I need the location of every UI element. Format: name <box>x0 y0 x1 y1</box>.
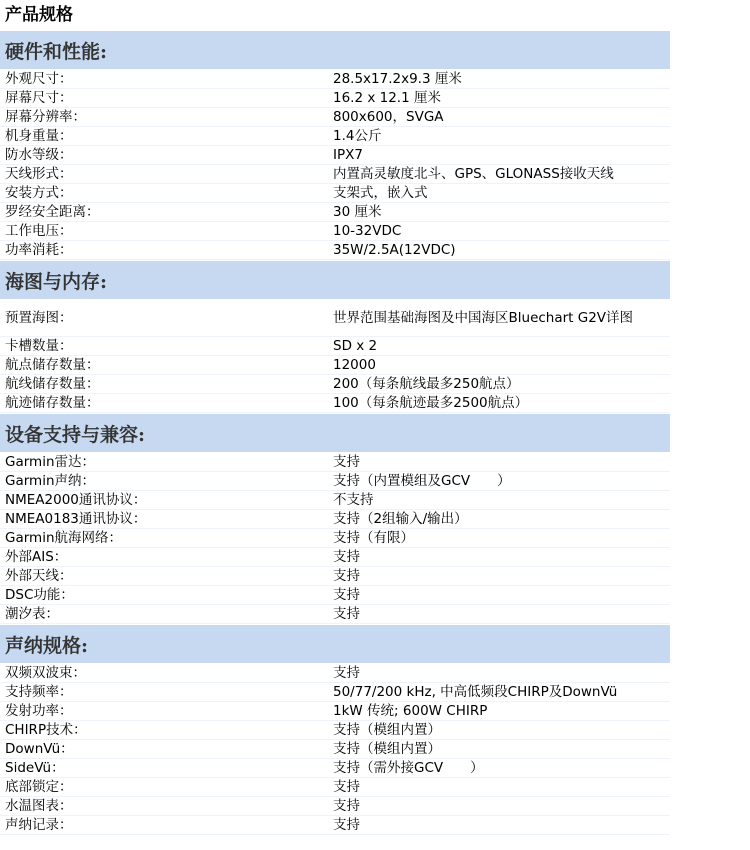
spec-value <box>333 586 670 604</box>
spec-value-text: 世界范围基础海图及中国海区Bluechart G2V详图 <box>333 310 634 326</box>
spec-value <box>333 127 670 145</box>
spec-value-text: 不支持 <box>333 492 374 508</box>
spec-value <box>333 491 670 509</box>
spec-label: 发射功率： <box>5 703 73 719</box>
spec-value-text: 1.4公斤 <box>333 128 382 144</box>
spec-value <box>333 222 670 240</box>
spec-value <box>333 356 670 374</box>
spec-value <box>333 375 670 393</box>
spec-value <box>333 816 670 834</box>
spec-value <box>333 683 670 701</box>
spec-value-text: 30 厘米 <box>333 204 382 220</box>
spec-row <box>0 184 670 203</box>
spec-value <box>333 394 670 412</box>
spec-value-text: 支持 <box>333 817 360 833</box>
spec-label: 航迹储存数量： <box>5 395 100 411</box>
spec-row <box>0 300 670 337</box>
spec-value-text: 28.5x17.2x9.3 厘米 <box>333 71 462 87</box>
spec-row <box>0 356 670 375</box>
spec-label: NMEA0183通讯协议： <box>5 511 147 527</box>
section-header: 声纳规格: <box>0 625 670 663</box>
spec-row <box>0 816 670 835</box>
spec-row <box>0 491 670 510</box>
spec-label: 外观尺寸： <box>5 71 73 87</box>
spec-label: 支持频率： <box>5 684 73 700</box>
spec-value <box>333 108 670 126</box>
spec-value-text: 支持（有限） <box>333 530 414 546</box>
spec-label: 外部AIS： <box>5 549 68 565</box>
spec-value-text: 16.2 x 12.1 厘米 <box>333 90 441 106</box>
spec-value-text: IPX7 <box>333 147 363 163</box>
spec-value-text: 支持（模组内置） <box>333 722 441 738</box>
spec-label: 外部天线： <box>5 568 73 584</box>
spec-label: 罗经安全距离： <box>5 204 100 220</box>
spec-value-text: 支持 <box>333 606 360 622</box>
spec-value-text: 35W/2.5A(12VDC) <box>333 242 456 258</box>
spec-value <box>333 548 670 566</box>
spec-row <box>0 127 670 146</box>
spec-value-text: 支持 <box>333 587 360 603</box>
spec-row <box>0 203 670 222</box>
spec-value-text: 支持（内置模组及GCV ） <box>333 473 511 489</box>
spec-row <box>0 222 670 241</box>
spec-value <box>333 184 670 202</box>
spec-table <box>0 30 670 835</box>
spec-value <box>333 146 670 164</box>
spec-value-text: 支架式，嵌入式 <box>333 185 428 201</box>
spec-label: 工作电压： <box>5 223 73 239</box>
spec-row <box>0 89 670 108</box>
spec-value <box>333 453 670 471</box>
spec-value <box>333 797 670 815</box>
spec-row <box>0 241 670 260</box>
spec-row <box>0 664 670 683</box>
spec-label: 防水等级： <box>5 147 73 163</box>
spec-value-text: 800x600，SVGA <box>333 109 444 125</box>
spec-row <box>0 472 670 491</box>
spec-value-text: 200（每条航线最多250航点） <box>333 376 520 392</box>
spec-label: 安装方式： <box>5 185 73 201</box>
spec-row <box>0 394 670 413</box>
section-header: 设备支持与兼容: <box>0 414 670 452</box>
page-title: 产品规格 <box>5 5 73 25</box>
spec-value <box>333 721 670 739</box>
spec-label: 水温图表： <box>5 798 73 814</box>
spec-value <box>333 605 670 623</box>
spec-row <box>0 165 670 184</box>
spec-row <box>0 586 670 605</box>
spec-label: 航线储存数量： <box>5 376 100 392</box>
spec-row <box>0 759 670 778</box>
section-header: 硬件和性能: <box>0 31 670 69</box>
spec-label: 潮汐表： <box>5 606 59 622</box>
spec-label: 屏幕尺寸： <box>5 90 73 106</box>
spec-label: 航点储存数量： <box>5 357 100 373</box>
spec-value-text: 1kW 传统; 600W CHIRP <box>333 703 488 719</box>
spec-label: 天线形式： <box>5 166 73 182</box>
section-header: 海图与内存: <box>0 261 670 299</box>
spec-row <box>0 702 670 721</box>
spec-value-text: 100（每条航迹最多2500航点） <box>333 395 529 411</box>
spec-row <box>0 453 670 472</box>
spec-value <box>333 759 670 777</box>
spec-value <box>333 702 670 720</box>
spec-value-text: SD x 2 <box>333 338 378 354</box>
spec-value <box>333 203 670 221</box>
spec-value-text: 内置高灵敏度北斗、GPS、GLONASS接收天线 <box>333 166 614 182</box>
spec-label: 屏幕分辨率： <box>5 109 86 125</box>
spec-label: 机身重量： <box>5 128 73 144</box>
spec-row <box>0 683 670 702</box>
spec-value <box>333 529 670 547</box>
spec-row <box>0 108 670 127</box>
spec-value-text: 支持 <box>333 798 360 814</box>
spec-row <box>0 146 670 165</box>
spec-label: NMEA2000通讯协议： <box>5 492 147 508</box>
spec-value <box>333 740 670 758</box>
spec-label: 功率消耗： <box>5 242 73 258</box>
spec-row <box>0 797 670 816</box>
spec-value <box>333 472 670 490</box>
spec-row <box>0 548 670 567</box>
spec-row <box>0 567 670 586</box>
spec-value-text: 12000 <box>333 357 376 373</box>
spec-row <box>0 510 670 529</box>
spec-value-text: 10-32VDC <box>333 223 402 239</box>
spec-value-text: 支持（模组内置） <box>333 741 441 757</box>
spec-row <box>0 529 670 548</box>
spec-value <box>333 567 670 585</box>
spec-value-text: 50/77/200 kHz, 中高低频段CHIRP及DownVü <box>333 684 618 700</box>
spec-row <box>0 375 670 394</box>
spec-value <box>333 510 670 528</box>
spec-label: Garmin航海网络： <box>5 530 123 546</box>
spec-value-text: 支持 <box>333 454 360 470</box>
spec-label: Garmin声纳： <box>5 473 96 489</box>
spec-value <box>333 165 670 183</box>
spec-value <box>333 664 670 682</box>
spec-row <box>0 740 670 759</box>
spec-label: SideVü： <box>5 760 65 776</box>
spec-row <box>0 778 670 797</box>
spec-value-text: 支持（2组输入/输出） <box>333 511 468 527</box>
spec-row <box>0 605 670 624</box>
spec-label: CHIRP技术： <box>5 722 87 738</box>
spec-label: DSC功能： <box>5 587 74 603</box>
spec-value <box>333 778 670 796</box>
spec-label: 底部锁定： <box>5 779 73 795</box>
spec-row <box>0 337 670 356</box>
spec-label: 卡槽数量： <box>5 338 73 354</box>
spec-label: DownVü： <box>5 741 74 757</box>
spec-value <box>333 337 670 355</box>
spec-value-text: 支持（需外接GCV ） <box>333 760 484 776</box>
spec-value-text: 支持 <box>333 549 360 565</box>
spec-row <box>0 70 670 89</box>
spec-value <box>333 241 670 259</box>
spec-label: 双频双波束： <box>5 665 86 681</box>
spec-value <box>333 300 670 336</box>
spec-label: 声纳记录： <box>5 817 73 833</box>
spec-value <box>333 70 670 88</box>
spec-value-text: 支持 <box>333 779 360 795</box>
spec-row <box>0 721 670 740</box>
spec-label: Garmin雷达： <box>5 454 96 470</box>
spec-value-text: 支持 <box>333 665 360 681</box>
spec-value <box>333 89 670 107</box>
spec-label: 预置海图： <box>5 310 73 326</box>
spec-value-text: 支持 <box>333 568 360 584</box>
